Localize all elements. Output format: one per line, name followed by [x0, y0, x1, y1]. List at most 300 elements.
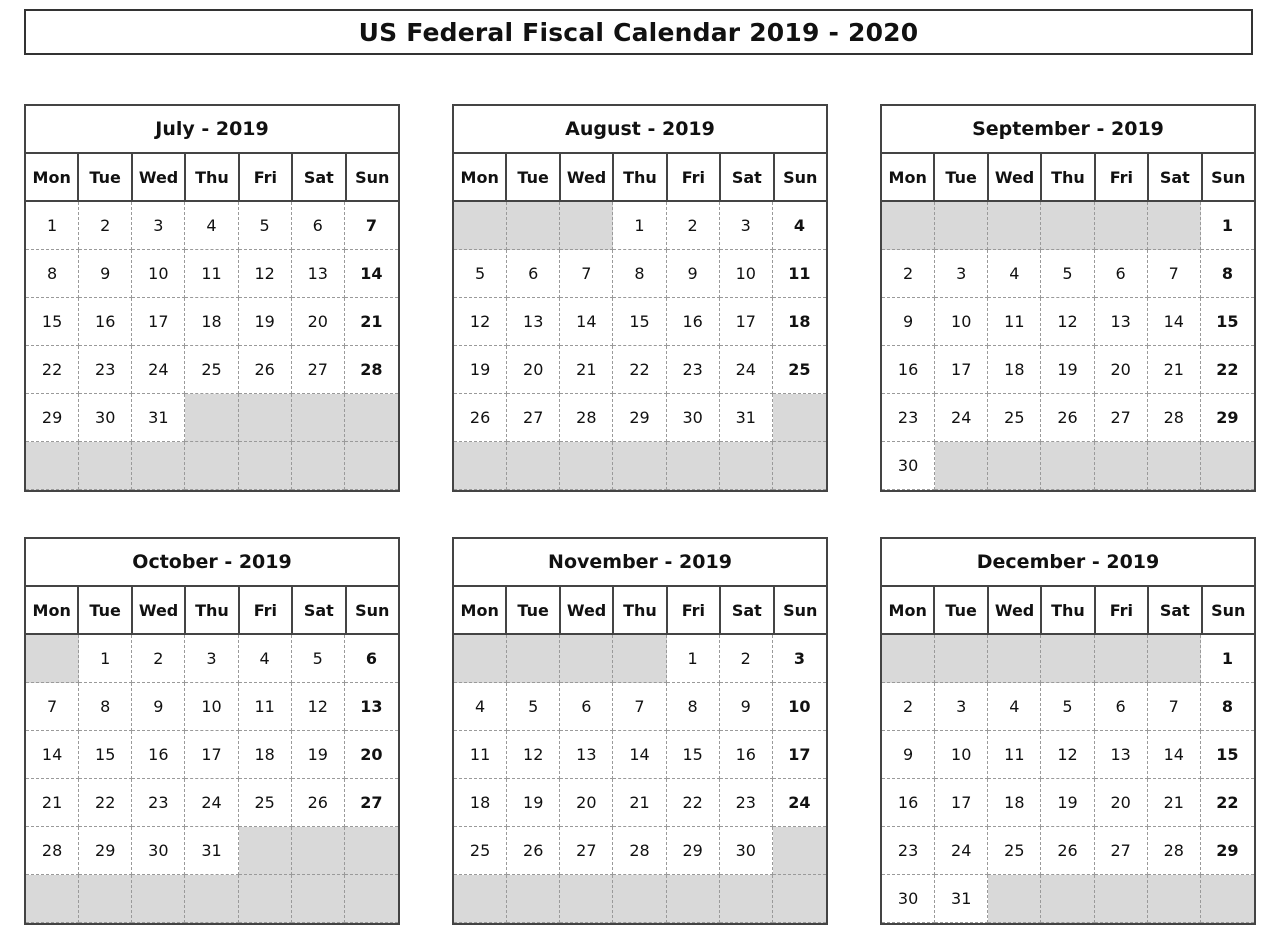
empty-day-cell — [507, 635, 560, 683]
day-cell: 6 — [1095, 250, 1148, 298]
day-cell: 11 — [988, 731, 1041, 779]
day-cell: 11 — [454, 731, 507, 779]
day-cell: 1 — [1201, 202, 1254, 250]
day-grid — [26, 635, 398, 923]
weekday-label: Sat — [721, 587, 774, 633]
day-cell: 19 — [1041, 779, 1094, 827]
day-cell: 10 — [720, 250, 773, 298]
weekday-label: Thu — [614, 587, 667, 633]
day-cell: 28 — [1148, 827, 1201, 875]
empty-day-cell — [1148, 202, 1201, 250]
day-cell: 18 — [988, 779, 1041, 827]
day-cell: 19 — [507, 779, 560, 827]
day-cell: 27 — [292, 346, 345, 394]
day-cell: 23 — [882, 394, 935, 442]
day-cell: 4 — [185, 202, 238, 250]
day-cell: 28 — [26, 827, 79, 875]
weekday-header — [26, 587, 398, 635]
day-cell: 30 — [132, 827, 185, 875]
empty-day-cell — [239, 442, 292, 490]
day-cell: 1 — [26, 202, 79, 250]
weekday-header — [26, 154, 398, 202]
day-cell: 17 — [935, 779, 988, 827]
day-cell: 6 — [1095, 683, 1148, 731]
empty-day-cell — [773, 827, 826, 875]
empty-day-cell — [239, 394, 292, 442]
day-cell: 3 — [935, 683, 988, 731]
empty-day-cell — [454, 442, 507, 490]
weekday-label: Fri — [240, 154, 293, 200]
day-cell: 6 — [560, 683, 613, 731]
day-cell: 5 — [454, 250, 507, 298]
day-cell: 13 — [1095, 731, 1148, 779]
day-cell: 12 — [1041, 298, 1094, 346]
weekday-label: Thu — [1042, 587, 1095, 633]
weekday-label: Mon — [26, 587, 79, 633]
day-cell: 25 — [988, 827, 1041, 875]
weekday-label: Fri — [240, 587, 293, 633]
day-cell: 29 — [613, 394, 666, 442]
day-cell: 9 — [720, 683, 773, 731]
day-cell: 7 — [345, 202, 398, 250]
day-cell: 13 — [560, 731, 613, 779]
weekday-label: Fri — [1096, 587, 1149, 633]
month-calendar — [880, 104, 1256, 492]
day-cell: 2 — [720, 635, 773, 683]
day-cell: 3 — [185, 635, 238, 683]
day-cell: 28 — [560, 394, 613, 442]
day-cell: 20 — [292, 298, 345, 346]
weekday-label: Thu — [614, 154, 667, 200]
day-cell: 1 — [79, 635, 132, 683]
day-cell: 20 — [560, 779, 613, 827]
empty-day-cell — [345, 442, 398, 490]
day-grid — [882, 635, 1254, 923]
day-cell: 30 — [882, 442, 935, 490]
day-cell: 31 — [132, 394, 185, 442]
month-title: September - 2019 — [882, 106, 1254, 154]
weekday-label: Tue — [935, 154, 988, 200]
empty-day-cell — [239, 827, 292, 875]
day-cell: 5 — [292, 635, 345, 683]
empty-day-cell — [988, 202, 1041, 250]
month-calendar — [880, 537, 1256, 925]
day-cell: 5 — [239, 202, 292, 250]
day-cell: 19 — [454, 346, 507, 394]
day-cell: 23 — [79, 346, 132, 394]
day-cell: 19 — [239, 298, 292, 346]
day-cell: 30 — [667, 394, 720, 442]
empty-day-cell — [560, 875, 613, 923]
day-cell: 20 — [1095, 346, 1148, 394]
empty-day-cell — [1148, 875, 1201, 923]
day-cell: 7 — [1148, 250, 1201, 298]
day-cell: 31 — [720, 394, 773, 442]
day-cell: 30 — [79, 394, 132, 442]
day-cell: 16 — [720, 731, 773, 779]
day-cell: 8 — [667, 683, 720, 731]
day-cell: 13 — [1095, 298, 1148, 346]
weekday-label: Thu — [1042, 154, 1095, 200]
empty-day-cell — [1095, 202, 1148, 250]
weekday-label: Sun — [783, 167, 818, 187]
day-cell: 15 — [26, 298, 79, 346]
weekday-label: Tue — [79, 587, 132, 633]
day-cell: 26 — [239, 346, 292, 394]
empty-day-cell — [292, 394, 345, 442]
page-title: US Federal Fiscal Calendar 2019 - 2020 — [24, 9, 1253, 55]
empty-day-cell — [185, 394, 238, 442]
day-cell: 4 — [239, 635, 292, 683]
weekday-label: Thu — [186, 154, 239, 200]
empty-day-cell — [239, 875, 292, 923]
day-cell: 9 — [882, 298, 935, 346]
day-cell: 4 — [988, 683, 1041, 731]
day-cell: 12 — [454, 298, 507, 346]
empty-day-cell — [613, 442, 666, 490]
weekday-label: Sun — [783, 600, 818, 620]
month-title: August - 2019 — [454, 106, 826, 154]
empty-day-cell — [773, 442, 826, 490]
day-cell: 8 — [613, 250, 666, 298]
weekday-label: Sun — [1211, 167, 1246, 187]
day-cell: 21 — [1148, 346, 1201, 394]
day-cell: 16 — [667, 298, 720, 346]
day-cell: 25 — [239, 779, 292, 827]
day-cell: 9 — [667, 250, 720, 298]
day-cell: 18 — [185, 298, 238, 346]
day-cell: 27 — [560, 827, 613, 875]
day-cell: 24 — [773, 779, 826, 827]
weekday-label: Fri — [1096, 154, 1149, 200]
day-cell: 8 — [79, 683, 132, 731]
day-cell: 24 — [720, 346, 773, 394]
empty-day-cell — [560, 635, 613, 683]
empty-day-cell — [667, 875, 720, 923]
day-cell: 4 — [454, 683, 507, 731]
day-cell: 7 — [1148, 683, 1201, 731]
weekday-label: Wed — [989, 154, 1042, 200]
empty-day-cell — [1095, 875, 1148, 923]
weekday-label: Sun — [355, 600, 390, 620]
day-cell: 23 — [720, 779, 773, 827]
day-cell: 10 — [935, 731, 988, 779]
weekday-label: Tue — [935, 587, 988, 633]
day-cell: 29 — [26, 394, 79, 442]
day-cell: 14 — [345, 250, 398, 298]
day-cell: 16 — [882, 346, 935, 394]
day-cell: 24 — [935, 827, 988, 875]
day-grid — [454, 635, 826, 923]
empty-day-cell — [132, 442, 185, 490]
weekday-label: Mon — [454, 587, 507, 633]
day-cell: 24 — [185, 779, 238, 827]
day-cell: 14 — [1148, 298, 1201, 346]
empty-day-cell — [507, 442, 560, 490]
day-cell: 27 — [1095, 394, 1148, 442]
day-cell: 7 — [560, 250, 613, 298]
empty-day-cell — [988, 442, 1041, 490]
day-cell: 10 — [132, 250, 185, 298]
empty-day-cell — [935, 202, 988, 250]
day-cell: 22 — [1201, 346, 1254, 394]
day-cell: 1 — [1201, 635, 1254, 683]
empty-day-cell — [1201, 875, 1254, 923]
month-calendar — [24, 537, 400, 925]
day-cell: 29 — [79, 827, 132, 875]
weekday-label: Thu — [186, 587, 239, 633]
weekday-header — [454, 154, 826, 202]
day-cell: 13 — [345, 683, 398, 731]
day-cell: 11 — [773, 250, 826, 298]
day-cell: 18 — [239, 731, 292, 779]
day-cell: 7 — [26, 683, 79, 731]
day-cell: 15 — [79, 731, 132, 779]
day-cell: 21 — [613, 779, 666, 827]
day-cell: 2 — [882, 250, 935, 298]
day-cell: 22 — [1201, 779, 1254, 827]
day-cell: 20 — [507, 346, 560, 394]
day-cell: 26 — [1041, 394, 1094, 442]
day-cell: 18 — [773, 298, 826, 346]
weekday-label: Sat — [1149, 154, 1202, 200]
empty-day-cell — [454, 635, 507, 683]
day-cell: 1 — [667, 635, 720, 683]
weekday-label: Sun — [355, 167, 390, 187]
empty-day-cell — [26, 635, 79, 683]
day-cell: 14 — [1148, 731, 1201, 779]
day-cell: 26 — [507, 827, 560, 875]
weekday-label: Wed — [989, 587, 1042, 633]
day-cell: 12 — [239, 250, 292, 298]
day-cell: 14 — [560, 298, 613, 346]
day-cell: 15 — [613, 298, 666, 346]
day-cell: 12 — [507, 731, 560, 779]
empty-day-cell — [1148, 442, 1201, 490]
empty-day-cell — [882, 202, 935, 250]
empty-day-cell — [185, 442, 238, 490]
day-cell: 17 — [935, 346, 988, 394]
weekday-label: Mon — [454, 154, 507, 200]
day-cell: 2 — [79, 202, 132, 250]
day-cell: 26 — [454, 394, 507, 442]
day-cell: 25 — [988, 394, 1041, 442]
day-cell: 11 — [988, 298, 1041, 346]
weekday-header — [882, 154, 1254, 202]
day-cell: 21 — [1148, 779, 1201, 827]
weekday-label: Wed — [561, 587, 614, 633]
empty-day-cell — [613, 875, 666, 923]
day-cell: 25 — [773, 346, 826, 394]
day-cell: 25 — [185, 346, 238, 394]
day-cell: 30 — [882, 875, 935, 923]
day-cell: 17 — [773, 731, 826, 779]
day-cell: 29 — [667, 827, 720, 875]
empty-day-cell — [1041, 442, 1094, 490]
day-cell: 5 — [507, 683, 560, 731]
weekday-label: Tue — [79, 154, 132, 200]
day-cell: 13 — [292, 250, 345, 298]
empty-day-cell — [1041, 875, 1094, 923]
day-cell: 2 — [132, 635, 185, 683]
day-cell: 23 — [132, 779, 185, 827]
empty-day-cell — [613, 635, 666, 683]
day-cell: 18 — [988, 346, 1041, 394]
day-cell: 8 — [1201, 250, 1254, 298]
weekday-label: Wed — [561, 154, 614, 200]
day-cell: 17 — [720, 298, 773, 346]
empty-day-cell — [507, 875, 560, 923]
day-cell: 5 — [1041, 683, 1094, 731]
day-cell: 17 — [185, 731, 238, 779]
empty-day-cell — [345, 827, 398, 875]
weekday-label: Sat — [293, 154, 346, 200]
day-cell: 10 — [935, 298, 988, 346]
day-cell: 14 — [26, 731, 79, 779]
day-cell: 18 — [454, 779, 507, 827]
day-cell: 10 — [185, 683, 238, 731]
empty-day-cell — [292, 442, 345, 490]
empty-day-cell — [935, 635, 988, 683]
day-cell: 9 — [882, 731, 935, 779]
day-cell: 22 — [613, 346, 666, 394]
day-cell: 31 — [935, 875, 988, 923]
empty-day-cell — [988, 875, 1041, 923]
day-cell: 10 — [773, 683, 826, 731]
day-cell: 27 — [345, 779, 398, 827]
empty-day-cell — [1041, 635, 1094, 683]
day-cell: 8 — [1201, 683, 1254, 731]
day-cell: 17 — [132, 298, 185, 346]
day-cell: 16 — [79, 298, 132, 346]
day-cell: 5 — [1041, 250, 1094, 298]
day-cell: 15 — [1201, 731, 1254, 779]
empty-day-cell — [720, 442, 773, 490]
day-cell: 12 — [292, 683, 345, 731]
day-cell: 20 — [345, 731, 398, 779]
empty-day-cell — [1201, 442, 1254, 490]
month-calendar — [452, 537, 828, 925]
day-grid — [454, 202, 826, 490]
weekday-label: Fri — [668, 154, 721, 200]
empty-day-cell — [292, 875, 345, 923]
day-cell: 4 — [988, 250, 1041, 298]
day-cell: 13 — [507, 298, 560, 346]
day-cell: 9 — [132, 683, 185, 731]
month-title: December - 2019 — [882, 539, 1254, 587]
day-cell: 8 — [26, 250, 79, 298]
empty-day-cell — [1148, 635, 1201, 683]
empty-day-cell — [773, 875, 826, 923]
day-cell: 28 — [613, 827, 666, 875]
day-cell: 21 — [560, 346, 613, 394]
empty-day-cell — [720, 875, 773, 923]
day-cell: 3 — [720, 202, 773, 250]
day-cell: 20 — [1095, 779, 1148, 827]
weekday-label: Wed — [133, 587, 186, 633]
day-cell: 12 — [1041, 731, 1094, 779]
day-cell: 1 — [613, 202, 666, 250]
empty-day-cell — [1095, 635, 1148, 683]
weekday-label: Mon — [882, 154, 935, 200]
day-cell: 6 — [292, 202, 345, 250]
day-cell: 11 — [239, 683, 292, 731]
month-title: July - 2019 — [26, 106, 398, 154]
empty-day-cell — [79, 442, 132, 490]
empty-day-cell — [454, 875, 507, 923]
day-cell: 9 — [79, 250, 132, 298]
weekday-label: Sat — [1149, 587, 1202, 633]
weekday-label: Tue — [507, 154, 560, 200]
empty-day-cell — [26, 442, 79, 490]
weekday-header — [454, 587, 826, 635]
empty-day-cell — [454, 202, 507, 250]
empty-day-cell — [185, 875, 238, 923]
day-cell: 2 — [882, 683, 935, 731]
day-cell: 26 — [292, 779, 345, 827]
weekday-label: Mon — [26, 154, 79, 200]
day-cell: 28 — [345, 346, 398, 394]
day-cell: 11 — [185, 250, 238, 298]
day-cell: 26 — [1041, 827, 1094, 875]
month-title: October - 2019 — [26, 539, 398, 587]
day-cell: 25 — [454, 827, 507, 875]
weekday-label: Sat — [721, 154, 774, 200]
day-cell: 3 — [935, 250, 988, 298]
weekday-label: Sat — [293, 587, 346, 633]
day-cell: 27 — [1095, 827, 1148, 875]
day-cell: 24 — [935, 394, 988, 442]
month-calendar — [24, 104, 400, 492]
day-cell: 14 — [613, 731, 666, 779]
day-cell: 15 — [667, 731, 720, 779]
weekday-label: Mon — [882, 587, 935, 633]
day-cell: 21 — [345, 298, 398, 346]
day-cell: 16 — [882, 779, 935, 827]
day-cell: 23 — [667, 346, 720, 394]
weekday-label: Tue — [507, 587, 560, 633]
day-cell: 23 — [882, 827, 935, 875]
day-cell: 30 — [720, 827, 773, 875]
day-cell: 21 — [26, 779, 79, 827]
empty-day-cell — [292, 827, 345, 875]
day-cell: 27 — [507, 394, 560, 442]
empty-day-cell — [773, 394, 826, 442]
empty-day-cell — [935, 442, 988, 490]
day-cell: 3 — [773, 635, 826, 683]
empty-day-cell — [345, 394, 398, 442]
weekday-label: Wed — [133, 154, 186, 200]
empty-day-cell — [507, 202, 560, 250]
day-cell: 16 — [132, 731, 185, 779]
day-cell: 2 — [667, 202, 720, 250]
weekday-label: Fri — [668, 587, 721, 633]
empty-day-cell — [667, 442, 720, 490]
month-calendar — [452, 104, 828, 492]
day-grid — [26, 202, 398, 490]
day-cell: 4 — [773, 202, 826, 250]
day-cell: 24 — [132, 346, 185, 394]
empty-day-cell — [560, 442, 613, 490]
month-title: November - 2019 — [454, 539, 826, 587]
empty-day-cell — [132, 875, 185, 923]
empty-day-cell — [345, 875, 398, 923]
day-cell: 22 — [79, 779, 132, 827]
day-cell: 31 — [185, 827, 238, 875]
empty-day-cell — [988, 635, 1041, 683]
day-cell: 28 — [1148, 394, 1201, 442]
day-cell: 3 — [132, 202, 185, 250]
